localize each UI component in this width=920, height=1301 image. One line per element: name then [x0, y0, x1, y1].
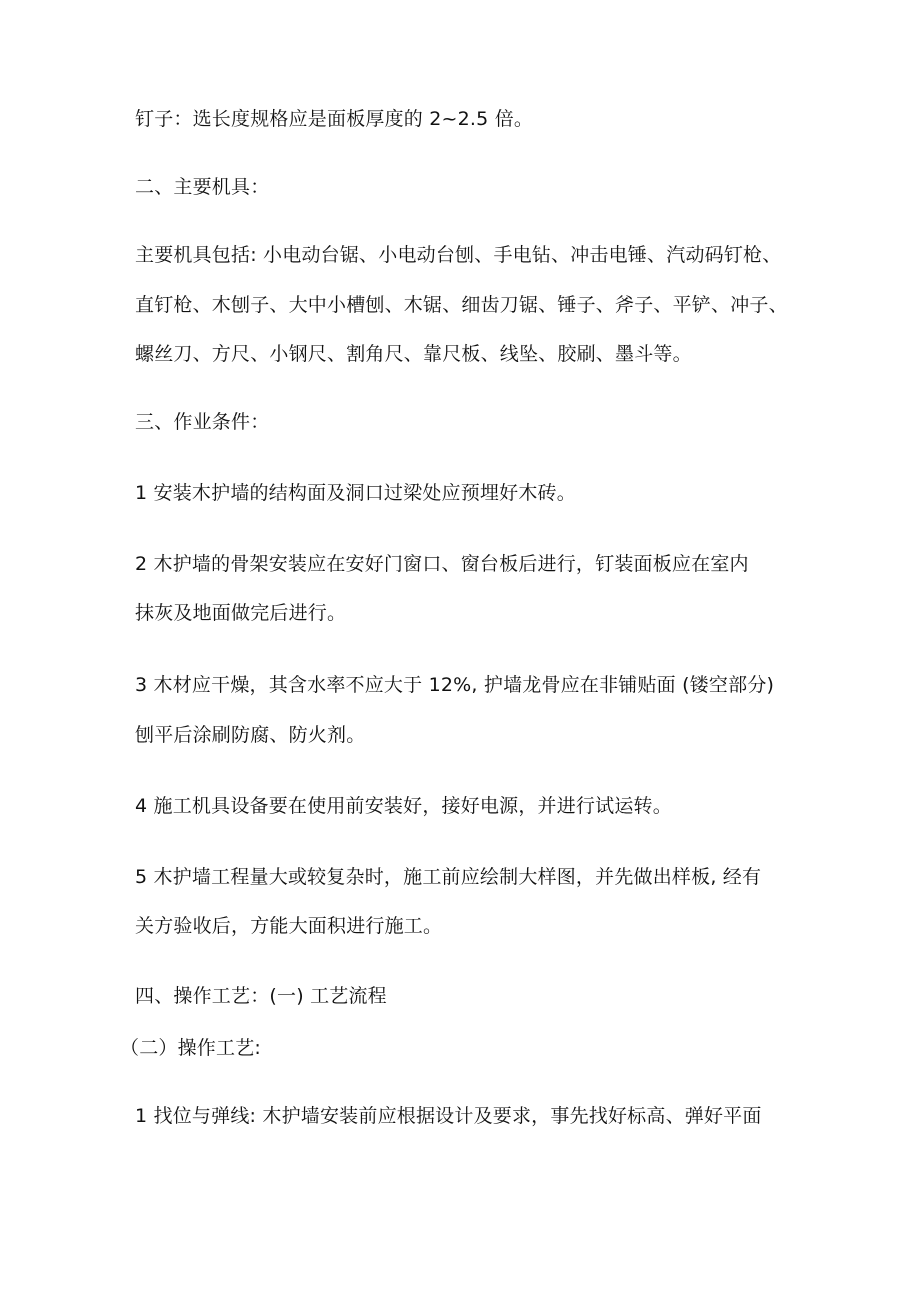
section-heading-main-tools: 二、主要机具：: [135, 176, 270, 198]
condition-2-line-2: 抹灰及地面做完后进行。: [135, 602, 347, 624]
section-heading-work-conditions: 三、作业条件：: [135, 411, 270, 433]
condition-3-line-2: 刨平后涂刷防腐、防火剂。: [135, 724, 366, 746]
tools-list-line-3: 螺丝刀、方尺、小钢尺、割角尺、靠尺板、线坠、胶刷、墨斗等。: [135, 343, 692, 365]
condition-1: 1 安装木护墙的结构面及洞口过梁处应预埋好木砖。: [135, 482, 576, 504]
condition-4: 4 施工机具设备要在使用前安装好，接好电源，并进行试运转。: [135, 795, 672, 817]
nail-spec-text: 钉子：选长度规格应是面板厚度的 2~2.5 倍。: [135, 108, 534, 130]
condition-5-line-1: 5 木护墙工程量大或较复杂时，施工前应绘制大样图，并先做出样板, 经有: [135, 866, 762, 888]
condition-2-line-1: 2 木护墙的骨架安装应在安好门窗口、窗台板后进行，钉装面板应在室内: [135, 553, 749, 575]
condition-5-line-2: 关方验收后，方能大面积进行施工。: [135, 915, 443, 937]
tools-list-line-1: 主要机具包括: 小电动台锯、小电动台刨、手电钻、冲击电锤、汽动码钉枪、: [135, 244, 782, 266]
tools-list-line-2: 直钉枪、木刨子、大中小槽刨、木锯、细齿刀锯、锤子、斧子、平铲、冲子、: [135, 294, 788, 316]
section-heading-operation-process: 四、操作工艺：(一) 工艺流程: [135, 985, 387, 1007]
step-1-locate-and-snap-line: 1 找位与弹线: 木护墙安装前应根据设计及要求，事先找好标高、弹好平面: [135, 1105, 762, 1127]
condition-3-line-1: 3 木材应干燥，其含水率不应大于 12%, 护墙龙骨应在非铺贴面 (镂空部分): [135, 674, 775, 696]
subheading-operation-process: （二）操作工艺:: [120, 1037, 262, 1059]
